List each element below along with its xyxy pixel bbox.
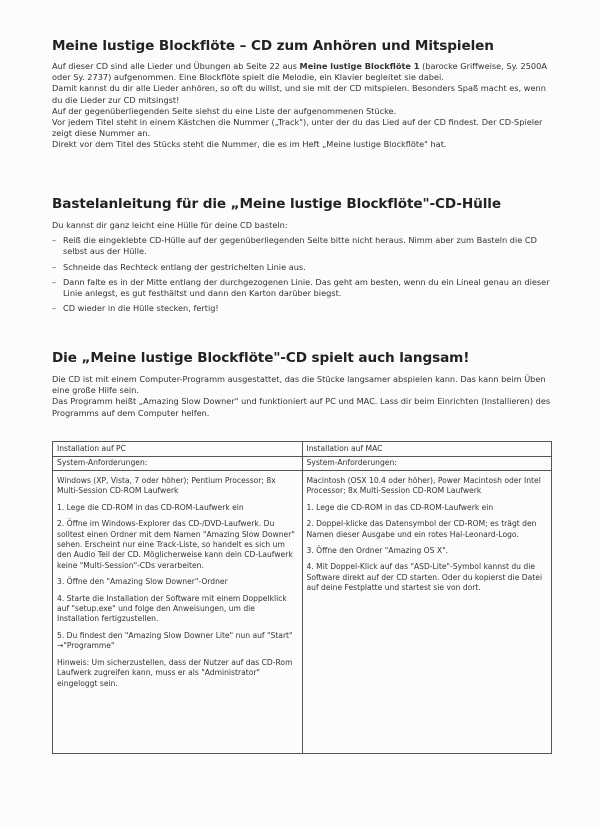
pc-step: 3. Öffne den "Amazing Slow Downer"-Ordner [57,577,228,587]
table-row [53,457,552,471]
pc-note: Hinweis: Um sicherzustellen, dass der Nutzer auf das CD-Rom Laufwerk zugreifen kann, muss er als "Administrator" eingeloggt sein. [57,657,293,688]
mac-step: 3. Öffne den Ordner "Amazing OS X". [306,546,448,556]
section2-body [52,220,552,314]
pc-step: 2. Öffne im Windows-Explorer das CD-/DVD-Laufwerk. Du solltest einen Ordner mit dem Namen "Amazing Slow Downer" sehen. Erscheint nur eine Track-Liste, so handelt es sich um den Audio Teil der CD. Möglicherweise kann dein CD-Laufwerk keine "Multi-Session"-CDs verarbeiten. [57,519,295,570]
book-title: Meine lustige Blockflöte 1 [299,61,420,71]
mac-instructions [302,471,552,754]
list-item: – Reiß die eingeklebte CD-Hülle auf der gegenüberliegenden Seite bitte nicht heraus. Nimm aber zum Basteln die CD selbst aus der Hülle. [52,235,552,257]
pc-requirements: Windows (XP, Vista, 7 oder höher); Pentium Processor; 8x Multi-Session CD-ROM Laufwerk [57,476,276,496]
section1-text: (barocke Griffweise, Sy. 2500A oder Sy. 2737) aufgenommen. Eine Blockflöte spielt die Melodie, ein Klavier begleitet sie dabei. [52,61,547,83]
section1-title: Meine lustige Blockflöte – CD zum Anhören und Mitspielen [52,38,494,54]
mac-step: 2. Doppel-klicke das Datensymbol der CD-ROM; es trägt den Namen dieser Ausgabe und ein rotes Hal-Leonard-Logo. [306,519,537,539]
pc-step: 1. Lege die CD-ROM in das CD-ROM-Laufwerk ein [57,502,244,512]
section1-body [52,61,552,151]
table-row [53,471,552,754]
pc-step: 4. Starte die Installation der Software mit einem Doppelklick auf "setup.exe" und folge den Anweisungen, um die Installation fertigzustellen. [57,593,287,624]
section2-title: Bastelanleitung für die „Meine lustige Blockflöte"-CD-Hülle [52,196,501,212]
list-item: – CD wieder in die Hülle stecken, fertig! [52,303,552,314]
pc-instructions [53,471,303,754]
list-item: – Dann falte es in der Mitte entlang der durchgezogenen Linie. Das geht am besten, wenn du ein Lineal genau an dieser Linie anlegst, es gut festhältst und dann den Karton darüber biegst. [52,277,552,299]
section3-para-1: Die CD ist mit einem Computer-Programm ausgestattet, das die Stücke langsamer abspielen kann. Das kann beim Üben eine große Hilfe sein. [52,374,546,396]
section2-intro: Du kannst dir ganz leicht eine Hülle für deine CD basteln: [52,220,288,230]
table-header-row [53,442,552,457]
mac-step: 1. Lege die CD-ROM in das CD-ROM-Laufwerk ein [306,502,494,512]
section1-para-2: Damit kannst du dir alle Lieder anhören, so oft du willst, und sie mit der CD mitspielen. Besonders Spaß macht es, wenn du die Lieder zur CD mitsingst! [52,83,546,105]
section3-title: Die „Meine lustige Blockflöte"-CD spielt auch langsam! [52,350,470,366]
section1-para-3: Auf der gegenüberliegenden Seite siehst du eine Liste der aufgenommenen Stücke. [52,105,397,116]
pc-step: 5. Du findest den "Amazing Slow Downer Lite" nun auf "Start" →"Programme" [57,630,293,651]
section1-text: Auf dieser CD sind alle Lieder und Übungen ab Seite 22 aus [52,61,300,71]
section3-para-2: Das Programm heißt „Amazing Slow Downer" und funktioniert auf PC und MAC. Lass dir beim Einrichten (Installieren) des Programms auf dem Computer helfen. [52,396,551,418]
mac-requirements: Macintosh (OSX 10.4 oder höher), Power Macintosh oder Intel Processor; 8x Multi-Session CD-ROM Laufwerk [306,476,541,496]
section1-para-5: Direkt vor dem Titel des Stücks steht die Nummer, die es im Heft „Meine lustige Blockflöte" hat. [52,139,447,150]
pc-requirements-label: System-Anforderungen: [53,457,303,471]
mac-step: 4. Mit Doppel-Klick auf das "ASD-Lite"-Symbol kannst du die Software direkt auf der CD starten. Oder du kopierst die Datei auf deine Festplatte und startest sie von dort. [306,562,543,593]
installation-table [52,441,552,754]
section3-body [52,374,552,419]
list-item: – Schneide das Rechteck entlang der gestrichelten Linie aus. [52,262,552,273]
craft-steps-list [52,235,552,314]
pc-column-header: Installation auf PC [53,442,303,457]
section1-para-1 [52,61,552,83]
mac-requirements-label: System-Anforderungen: [302,457,552,471]
mac-column-header: Installation auf MAC [302,442,552,457]
section1-para-4: Vor jedem Titel steht in einem Kästchen die Nummer („Track"), unter der du das Lied auf der CD findest. Der CD-Spieler zeigt diese Nummer an. [52,117,543,139]
